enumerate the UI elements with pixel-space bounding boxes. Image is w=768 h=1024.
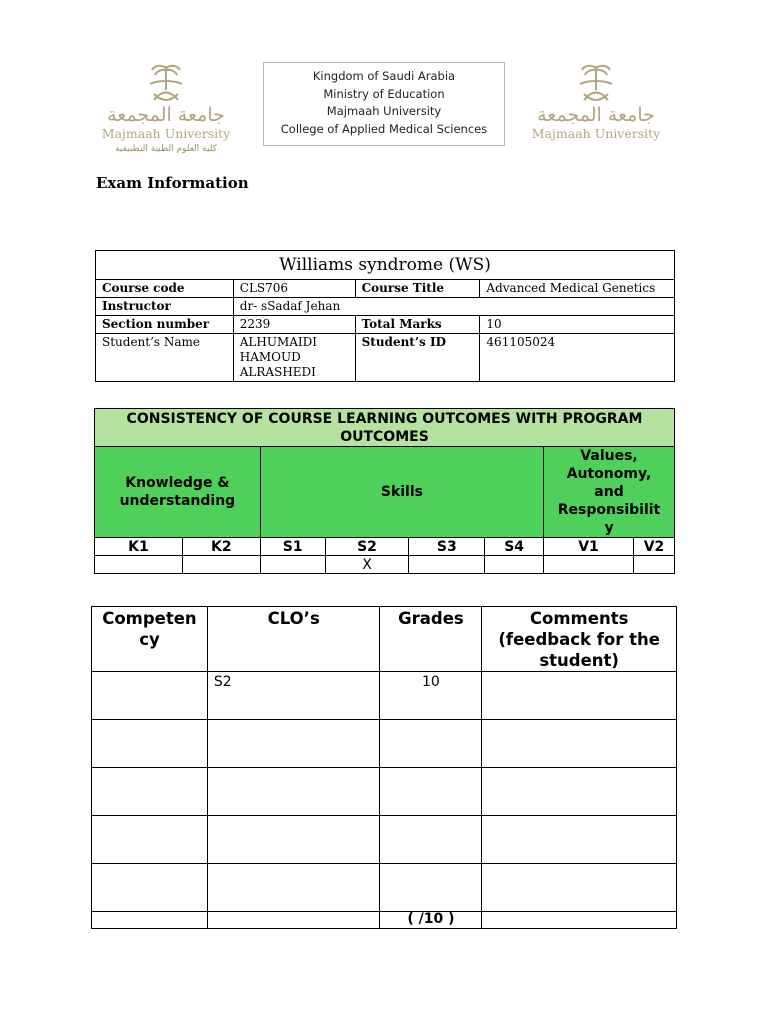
total-empty-cell — [482, 912, 677, 929]
knowledge-line: understanding — [119, 493, 236, 509]
clo-mark-cell — [633, 556, 674, 574]
grade-cell: 10 — [380, 672, 482, 720]
values-line: y — [604, 520, 614, 536]
clo-code-cell: S3 — [409, 538, 485, 556]
instructor-label: Instructor — [96, 298, 234, 316]
clo-mark-cell — [409, 556, 485, 574]
course-title-label: Course Title — [355, 280, 480, 298]
total-marks-label: Total Marks — [355, 316, 480, 334]
values-line: Values, — [580, 448, 638, 464]
total-empty-cell — [92, 912, 208, 929]
competency-cell — [92, 768, 208, 816]
instructor-value: dr- sSadaf Jehan — [233, 298, 674, 316]
palm-swords-emblem-icon — [576, 60, 616, 102]
table-row — [92, 816, 677, 864]
university-logo-left — [96, 60, 236, 154]
comment-cell — [482, 768, 677, 816]
values-line: Responsibilit — [557, 502, 661, 518]
section-number-label: Section number — [96, 316, 234, 334]
exam-title: Williams syndrome (WS) — [96, 251, 675, 280]
ministry-line: Ministry of Education — [323, 86, 445, 101]
comment-cell — [482, 816, 677, 864]
clo-cell — [207, 816, 380, 864]
competency-cell — [92, 816, 208, 864]
clo-cell — [207, 864, 380, 912]
grade-cell — [380, 768, 482, 816]
total-empty-cell — [207, 912, 380, 929]
clo-code-cell: S4 — [485, 538, 544, 556]
clo-mark-cell — [485, 556, 544, 574]
course-code-value: CLS706 — [233, 280, 355, 298]
clo-mark-cell: X — [325, 556, 409, 574]
competency-header-line: cy — [139, 630, 160, 649]
comment-cell — [482, 720, 677, 768]
grade-cell — [380, 864, 482, 912]
ministry-header-box — [263, 62, 505, 146]
skills-group-header: Skills — [260, 447, 543, 538]
clo-header-line: CONSISTENCY OF COURSE LEARNING OUTCOMES WITH PROGRAM — [126, 410, 643, 427]
clo-code-cell: V1 — [544, 538, 634, 556]
grade-cell — [380, 816, 482, 864]
competency-header-line: Competen — [102, 609, 197, 628]
clo-mark-cell — [95, 556, 183, 574]
clo-code-cell: K2 — [182, 538, 260, 556]
table-row — [92, 720, 677, 768]
total-row — [92, 912, 677, 929]
student-id-value: 461105024 — [480, 334, 675, 382]
logo-arabic-name: جامعة المجمعة — [537, 104, 655, 126]
ministry-line: College of Applied Medical Sciences — [280, 121, 488, 136]
competency-cell — [92, 864, 208, 912]
logo-english-name: Majmaah University — [531, 126, 661, 141]
comments-header-line: student) — [539, 651, 619, 670]
exam-info-table — [95, 250, 675, 382]
clo-cell — [207, 768, 380, 816]
clo-mark-cell — [544, 556, 634, 574]
comments-header — [482, 607, 677, 672]
logo-college-arabic: كلية العلوم الطبية التطبيقية — [115, 144, 217, 154]
logo-english-name: Majmaah University — [101, 126, 231, 141]
palm-swords-emblem-icon — [146, 60, 186, 102]
knowledge-group-header — [95, 447, 261, 538]
values-group-header — [544, 447, 675, 538]
student-id-label: Student’s ID — [355, 334, 480, 382]
clo-table-header — [95, 409, 675, 447]
competency-header — [92, 607, 208, 672]
student-name-label: Student’s Name — [96, 334, 234, 382]
grades-header: Grades — [380, 607, 482, 672]
clo-code-cell: K1 — [95, 538, 183, 556]
competency-cell — [92, 672, 208, 720]
knowledge-line: Knowledge & — [125, 475, 230, 491]
student-name-line: HAMOUD — [239, 350, 301, 364]
ministry-line: Majmaah University — [326, 104, 442, 118]
section-number-value: 2239 — [233, 316, 355, 334]
comment-cell — [482, 672, 677, 720]
comments-header-line: Comments — [529, 609, 629, 628]
competency-grades-table — [91, 606, 677, 929]
clo-header-line: OUTCOMES — [340, 428, 429, 445]
table-row — [92, 768, 677, 816]
clo-mark-cell — [182, 556, 260, 574]
course-title-value: Advanced Medical Genetics — [480, 280, 675, 298]
student-name-value — [233, 334, 355, 382]
competency-cell — [92, 720, 208, 768]
table-row — [92, 864, 677, 912]
comments-header-line: (feedback for the — [498, 630, 660, 649]
clo-code-cell: S2 — [325, 538, 409, 556]
exam-information-heading: Exam Information — [96, 174, 249, 192]
clo-mark-cell — [260, 556, 325, 574]
university-logo-right — [526, 60, 666, 150]
clo-code-cell: S1 — [260, 538, 325, 556]
clo-cell: S2 — [207, 672, 380, 720]
total-grade-cell: ( /10 ) — [380, 912, 482, 929]
student-name-line: ALHUMAIDI — [239, 335, 318, 349]
values-line: Autonomy, — [566, 466, 652, 482]
clo-code-cell: V2 — [633, 538, 674, 556]
student-name-line: ALRASHEDI — [239, 365, 316, 379]
clo-cell — [207, 720, 380, 768]
total-marks-value: 10 — [480, 316, 675, 334]
clos-header: CLO’s — [207, 607, 380, 672]
logo-arabic-name: جامعة المجمعة — [107, 104, 225, 126]
values-line: and — [594, 484, 624, 500]
grade-cell — [380, 720, 482, 768]
table-row — [92, 672, 677, 720]
clo-consistency-table — [94, 408, 675, 574]
ministry-line: Kingdom of Saudi Arabia — [312, 69, 456, 83]
course-code-label: Course code — [96, 280, 234, 298]
comment-cell — [482, 864, 677, 912]
